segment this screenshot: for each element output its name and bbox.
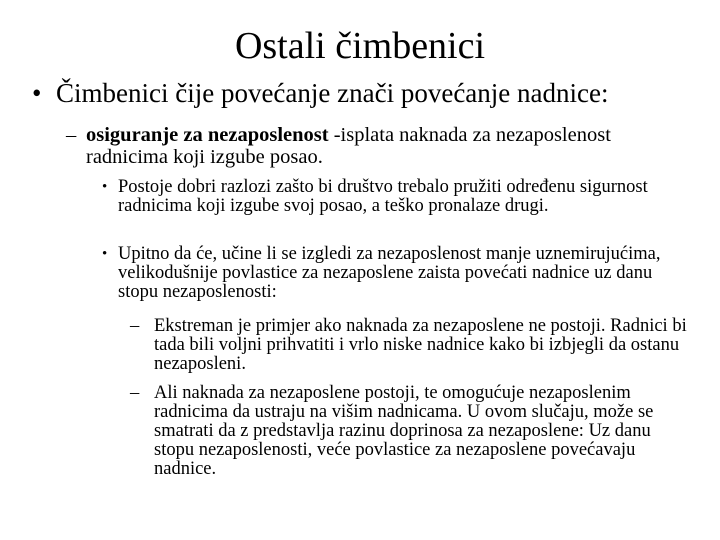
sub-bullet-term: osiguranje za nezaposlenost bbox=[86, 124, 329, 146]
main-bullet-text: Čimbenici čije povećanje znači povećanje nadnice: bbox=[56, 78, 609, 108]
dash-icon: – bbox=[66, 124, 77, 146]
bullet-dot-icon: • bbox=[102, 246, 108, 262]
bullet-dot-icon: • bbox=[102, 179, 108, 195]
dash-icon: – bbox=[130, 383, 140, 403]
case-text: Ekstreman je primjer ako naknada za nezaposlene ne postoji. Radnici bi tada bili voljni prihvatiti i vrlo niske nadnice kako bi izbjegli da ostanu nezaposleni. bbox=[154, 316, 687, 374]
case-text: Ali naknada za nezaposlene postoji, te omogućuje nezaposlenim radnicima da ustraju na višim nadnicama. U ovom slučaju, može se smatrati da z predstavlja razinu doprinosa za nezaposlene: Uz danu stopu nezaposlenosti, veće povlastice za nezaposlene povećavaju nadnice. bbox=[154, 383, 654, 479]
bullet-dot-icon: • bbox=[32, 78, 42, 108]
sub-bullet-text: -isplata naknada za nezaposlenost radnicima koji izgube posao. bbox=[86, 124, 611, 168]
point-text: Postoje dobri razlozi zašto bi društvo trebalo pružiti određenu sigurnost radnicima koji izgube svoj posao, a teško pronalaze drugi. bbox=[118, 177, 648, 216]
point-text: Upitno da će, učine li se izgledi za nezaposlenost manje uznemirujućima, velikodušnije povlastice za nezaposlene zaista povećati nadnice uz danu stopu nezaposlenosti: bbox=[118, 244, 661, 302]
dash-icon: – bbox=[130, 316, 140, 336]
slide-title: Ostali čimbenici bbox=[234, 25, 486, 67]
